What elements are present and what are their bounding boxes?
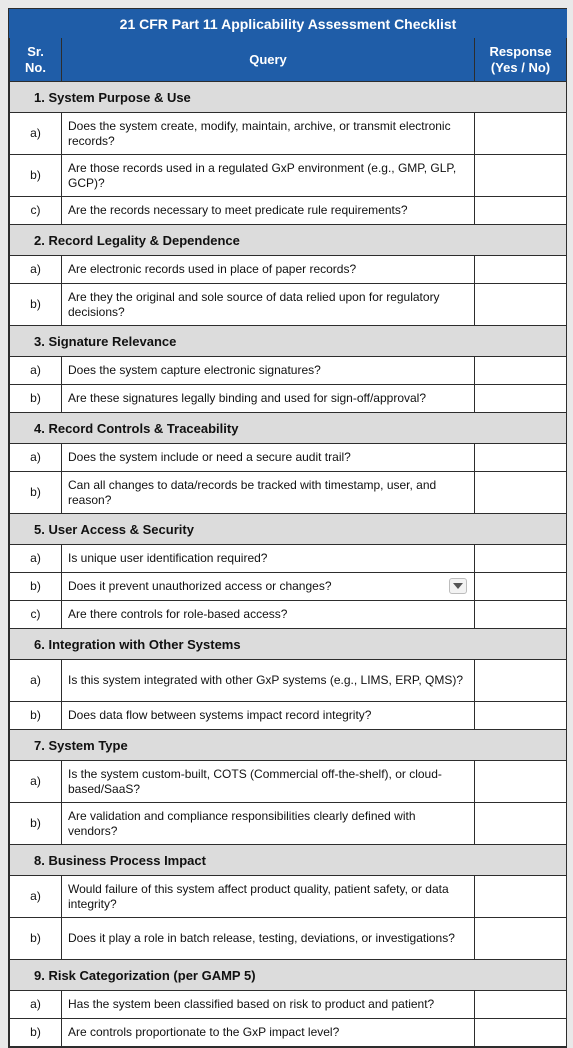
response-cell[interactable]	[475, 761, 567, 803]
response-cell[interactable]	[475, 197, 567, 225]
chevron-down-icon	[453, 583, 463, 589]
row-number: c)	[10, 197, 62, 225]
table-row	[10, 256, 567, 284]
table-row	[10, 385, 567, 413]
query-text: Are these signatures legally binding and used for sign-off/approval?	[62, 385, 475, 413]
row-number: b)	[10, 155, 62, 197]
query-text: Are validation and compliance responsibilities clearly defined with vendors?	[62, 803, 475, 845]
query-text: Does it play a role in batch release, testing, deviations, or investigations?	[62, 918, 475, 960]
query-text: Is the system custom-built, COTS (Commercial off-the-shelf), or cloud-based/SaaS?	[62, 761, 475, 803]
section-header	[10, 413, 567, 444]
table-row	[10, 876, 567, 918]
section-header	[10, 730, 567, 761]
response-cell[interactable]	[475, 702, 567, 730]
table-title: 21 CFR Part 11 Applicability Assessment Checklist	[10, 10, 567, 38]
response-cell[interactable]	[475, 357, 567, 385]
section-label: 4. Record Controls & Traceability	[10, 413, 567, 444]
response-cell[interactable]	[475, 918, 567, 960]
query-text: Are they the original and sole source of data relied upon for regulatory decisions?	[62, 284, 475, 326]
row-number: b)	[10, 803, 62, 845]
row-number: b)	[10, 918, 62, 960]
table-row	[10, 472, 567, 514]
row-number: b)	[10, 1019, 62, 1047]
response-cell[interactable]	[475, 284, 567, 326]
section-label: 9. Risk Categorization (per GAMP 5)	[10, 960, 567, 991]
query-text: Does the system create, modify, maintain, archive, or transmit electronic records?	[62, 113, 475, 155]
row-number: a)	[10, 444, 62, 472]
section-label: 7. System Type	[10, 730, 567, 761]
checklist-body	[10, 82, 567, 1047]
query-text: Does it prevent unauthorized access or changes?	[62, 573, 475, 601]
section-header	[10, 514, 567, 545]
column-header-sr-no: Sr. No.	[10, 38, 62, 82]
response-cell[interactable]	[475, 385, 567, 413]
response-cell[interactable]	[475, 472, 567, 514]
row-number: a)	[10, 761, 62, 803]
table-row	[10, 545, 567, 573]
query-text: Does the system include or need a secure audit trail?	[62, 444, 475, 472]
row-number: a)	[10, 545, 62, 573]
row-number: a)	[10, 660, 62, 702]
section-header	[10, 225, 567, 256]
row-number: c)	[10, 601, 62, 629]
table-row	[10, 991, 567, 1019]
section-header	[10, 629, 567, 660]
section-label: 2. Record Legality & Dependence	[10, 225, 567, 256]
response-cell[interactable]	[475, 876, 567, 918]
checklist-table	[9, 9, 567, 1047]
section-label: 5. User Access & Security	[10, 514, 567, 545]
row-number: a)	[10, 357, 62, 385]
row-number: a)	[10, 256, 62, 284]
response-cell[interactable]	[475, 991, 567, 1019]
section-label: 1. System Purpose & Use	[10, 82, 567, 113]
table-row	[10, 601, 567, 629]
column-header-query: Query	[62, 38, 475, 82]
section-header	[10, 845, 567, 876]
response-cell[interactable]	[475, 601, 567, 629]
row-number: b)	[10, 385, 62, 413]
checklist-sheet	[8, 8, 567, 1048]
table-row	[10, 573, 567, 601]
section-label: 8. Business Process Impact	[10, 845, 567, 876]
response-cell[interactable]	[475, 444, 567, 472]
table-row	[10, 803, 567, 845]
table-row	[10, 918, 567, 960]
section-header	[10, 326, 567, 357]
section-header	[10, 82, 567, 113]
response-cell[interactable]	[475, 113, 567, 155]
row-number: b)	[10, 573, 62, 601]
section-label: 3. Signature Relevance	[10, 326, 567, 357]
query-text: Are the records necessary to meet predicate rule requirements?	[62, 197, 475, 225]
response-cell[interactable]	[475, 660, 567, 702]
table-row	[10, 155, 567, 197]
query-text: Are electronic records used in place of paper records?	[62, 256, 475, 284]
table-row	[10, 444, 567, 472]
query-text: Are there controls for role-based access?	[62, 601, 475, 629]
query-text: Are controls proportionate to the GxP impact level?	[62, 1019, 475, 1047]
table-row	[10, 761, 567, 803]
query-text: Has the system been classified based on risk to product and patient?	[62, 991, 475, 1019]
response-cell[interactable]	[475, 545, 567, 573]
row-number: a)	[10, 876, 62, 918]
table-row	[10, 660, 567, 702]
query-text: Can all changes to data/records be tracked with timestamp, user, and reason?	[62, 472, 475, 514]
response-cell[interactable]	[475, 803, 567, 845]
query-text: Is this system integrated with other GxP systems (e.g., LIMS, ERP, QMS)?	[62, 660, 475, 702]
response-cell[interactable]	[475, 573, 567, 601]
table-row	[10, 1019, 567, 1047]
table-row	[10, 357, 567, 385]
table-row	[10, 702, 567, 730]
table-row	[10, 197, 567, 225]
table-row	[10, 113, 567, 155]
section-header	[10, 960, 567, 991]
row-number: b)	[10, 702, 62, 730]
query-text: Does the system capture electronic signatures?	[62, 357, 475, 385]
response-cell[interactable]	[475, 155, 567, 197]
row-number: b)	[10, 284, 62, 326]
row-number: b)	[10, 472, 62, 514]
query-text: Does data flow between systems impact record integrity?	[62, 702, 475, 730]
row-number: a)	[10, 113, 62, 155]
column-header-response: Response (Yes / No)	[475, 38, 567, 82]
dropdown-button[interactable]	[449, 578, 467, 594]
table-row	[10, 284, 567, 326]
response-cell[interactable]	[475, 1019, 567, 1047]
response-cell[interactable]	[475, 256, 567, 284]
query-text: Are those records used in a regulated GxP environment (e.g., GMP, GLP, GCP)?	[62, 155, 475, 197]
section-label: 6. Integration with Other Systems	[10, 629, 567, 660]
row-number: a)	[10, 991, 62, 1019]
query-text: Is unique user identification required?	[62, 545, 475, 573]
query-text: Would failure of this system affect product quality, patient safety, or data integrity?	[62, 876, 475, 918]
